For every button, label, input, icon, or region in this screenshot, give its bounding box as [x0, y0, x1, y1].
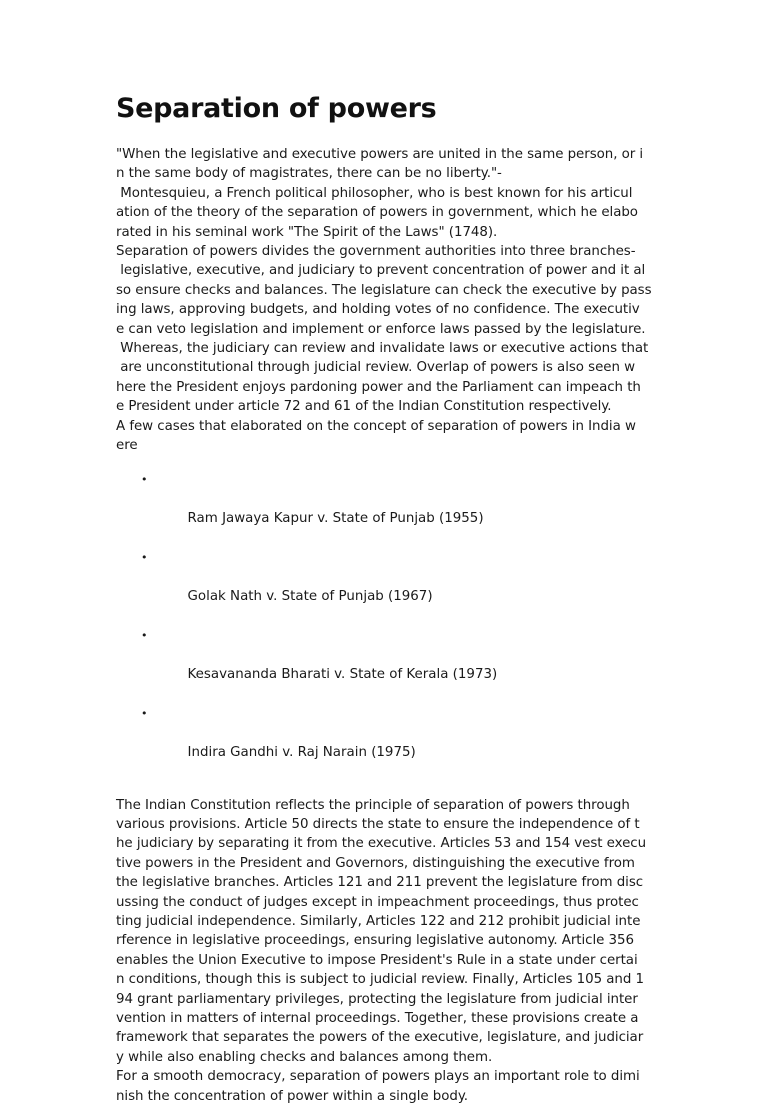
- text-line: y while also enabling checks and balances among them.: [116, 1048, 656, 1067]
- text-line: here the President enjoys pardoning power and the Parliament can impeach th: [116, 378, 656, 397]
- text-line: enables the Union Executive to impose President's Rule in a state under certai: [116, 951, 656, 970]
- list-item: [116, 704, 656, 782]
- bullet-icon: •: [141, 548, 148, 568]
- text-line: various provisions. Article 50 directs the state to ensure the independence of t: [116, 815, 656, 834]
- text-line: ting judicial independence. Similarly, Articles 122 and 212 prohibit judicial inte: [116, 912, 656, 931]
- bullet-icon: •: [141, 626, 148, 646]
- text-line: A few cases that elaborated on the concept of separation of powers in India w: [116, 417, 656, 436]
- text-line: n the same body of magistrates, there can be no liberty."-: [116, 164, 656, 183]
- list-item: [116, 626, 656, 704]
- text-line: ere: [116, 436, 656, 455]
- text-line: framework that separates the powers of the executive, legislature, and judiciar: [116, 1028, 656, 1047]
- text-line: he judiciary by separating it from the executive. Articles 53 and 154 vest execu: [116, 834, 656, 853]
- text-line: ation of the theory of the separation of powers in government, which he elabo: [116, 203, 656, 222]
- text-line: so ensure checks and balances. The legislature can check the executive by pass: [116, 281, 656, 300]
- text-line: "When the legislative and executive powers are united in the same person, or i: [116, 145, 656, 164]
- text-line: The Indian Constitution reflects the principle of separation of powers through: [116, 796, 656, 815]
- case-name: Indira Gandhi v. Raj Narain (1975): [188, 745, 416, 760]
- text-line: are unconstitutional through judicial review. Overlap of powers is also seen w: [116, 358, 656, 377]
- text-line: e can veto legislation and implement or enforce laws passed by the legislature.: [116, 320, 656, 339]
- intro-paragraph: [116, 145, 656, 456]
- document-page: [116, 90, 656, 1106]
- text-line: ussing the conduct of judges except in impeachment proceedings, thus protec: [116, 893, 656, 912]
- text-line: the legislative branches. Articles 121 and 211 prevent the legislature from disc: [116, 873, 656, 892]
- text-line: Montesquieu, a French political philosopher, who is best known for his articul: [116, 184, 656, 203]
- text-line: n conditions, though this is subject to judicial review. Finally, Articles 105 and 1: [116, 970, 656, 989]
- text-line: ing laws, approving budgets, and holding votes of no confidence. The executiv: [116, 300, 656, 319]
- bullet-icon: •: [141, 704, 148, 724]
- body-paragraph: [116, 796, 656, 1106]
- text-line: vention in matters of internal proceedings. Together, these provisions create a: [116, 1009, 656, 1028]
- bullet-icon: •: [141, 470, 148, 490]
- text-line: rated in his seminal work "The Spirit of the Laws" (1748).: [116, 223, 656, 242]
- text-line: tive powers in the President and Governors, distinguishing the executive from: [116, 854, 656, 873]
- list-item: [116, 470, 656, 548]
- list-item: [116, 548, 656, 626]
- text-line: Separation of powers divides the government authorities into three branches-: [116, 242, 656, 261]
- text-line: legislative, executive, and judiciary to prevent concentration of power and it al: [116, 261, 656, 280]
- text-line: nish the concentration of power within a single body.: [116, 1087, 656, 1106]
- text-line: e President under article 72 and 61 of the Indian Constitution respectively.: [116, 397, 656, 416]
- text-line: For a smooth democracy, separation of powers plays an important role to dimi: [116, 1067, 656, 1086]
- text-line: Whereas, the judiciary can review and invalidate laws or executive actions that: [116, 339, 656, 358]
- case-list: [116, 470, 656, 782]
- text-line: 94 grant parliamentary privileges, protecting the legislature from judicial inter: [116, 990, 656, 1009]
- page-title: Separation of powers: [116, 90, 656, 128]
- text-line: rference in legislative proceedings, ensuring legislative autonomy. Article 356: [116, 931, 656, 950]
- case-name: Ram Jawaya Kapur v. State of Punjab (1955): [188, 511, 484, 526]
- case-name: Kesavananda Bharati v. State of Kerala (1973): [188, 667, 498, 682]
- case-name: Golak Nath v. State of Punjab (1967): [188, 589, 433, 604]
